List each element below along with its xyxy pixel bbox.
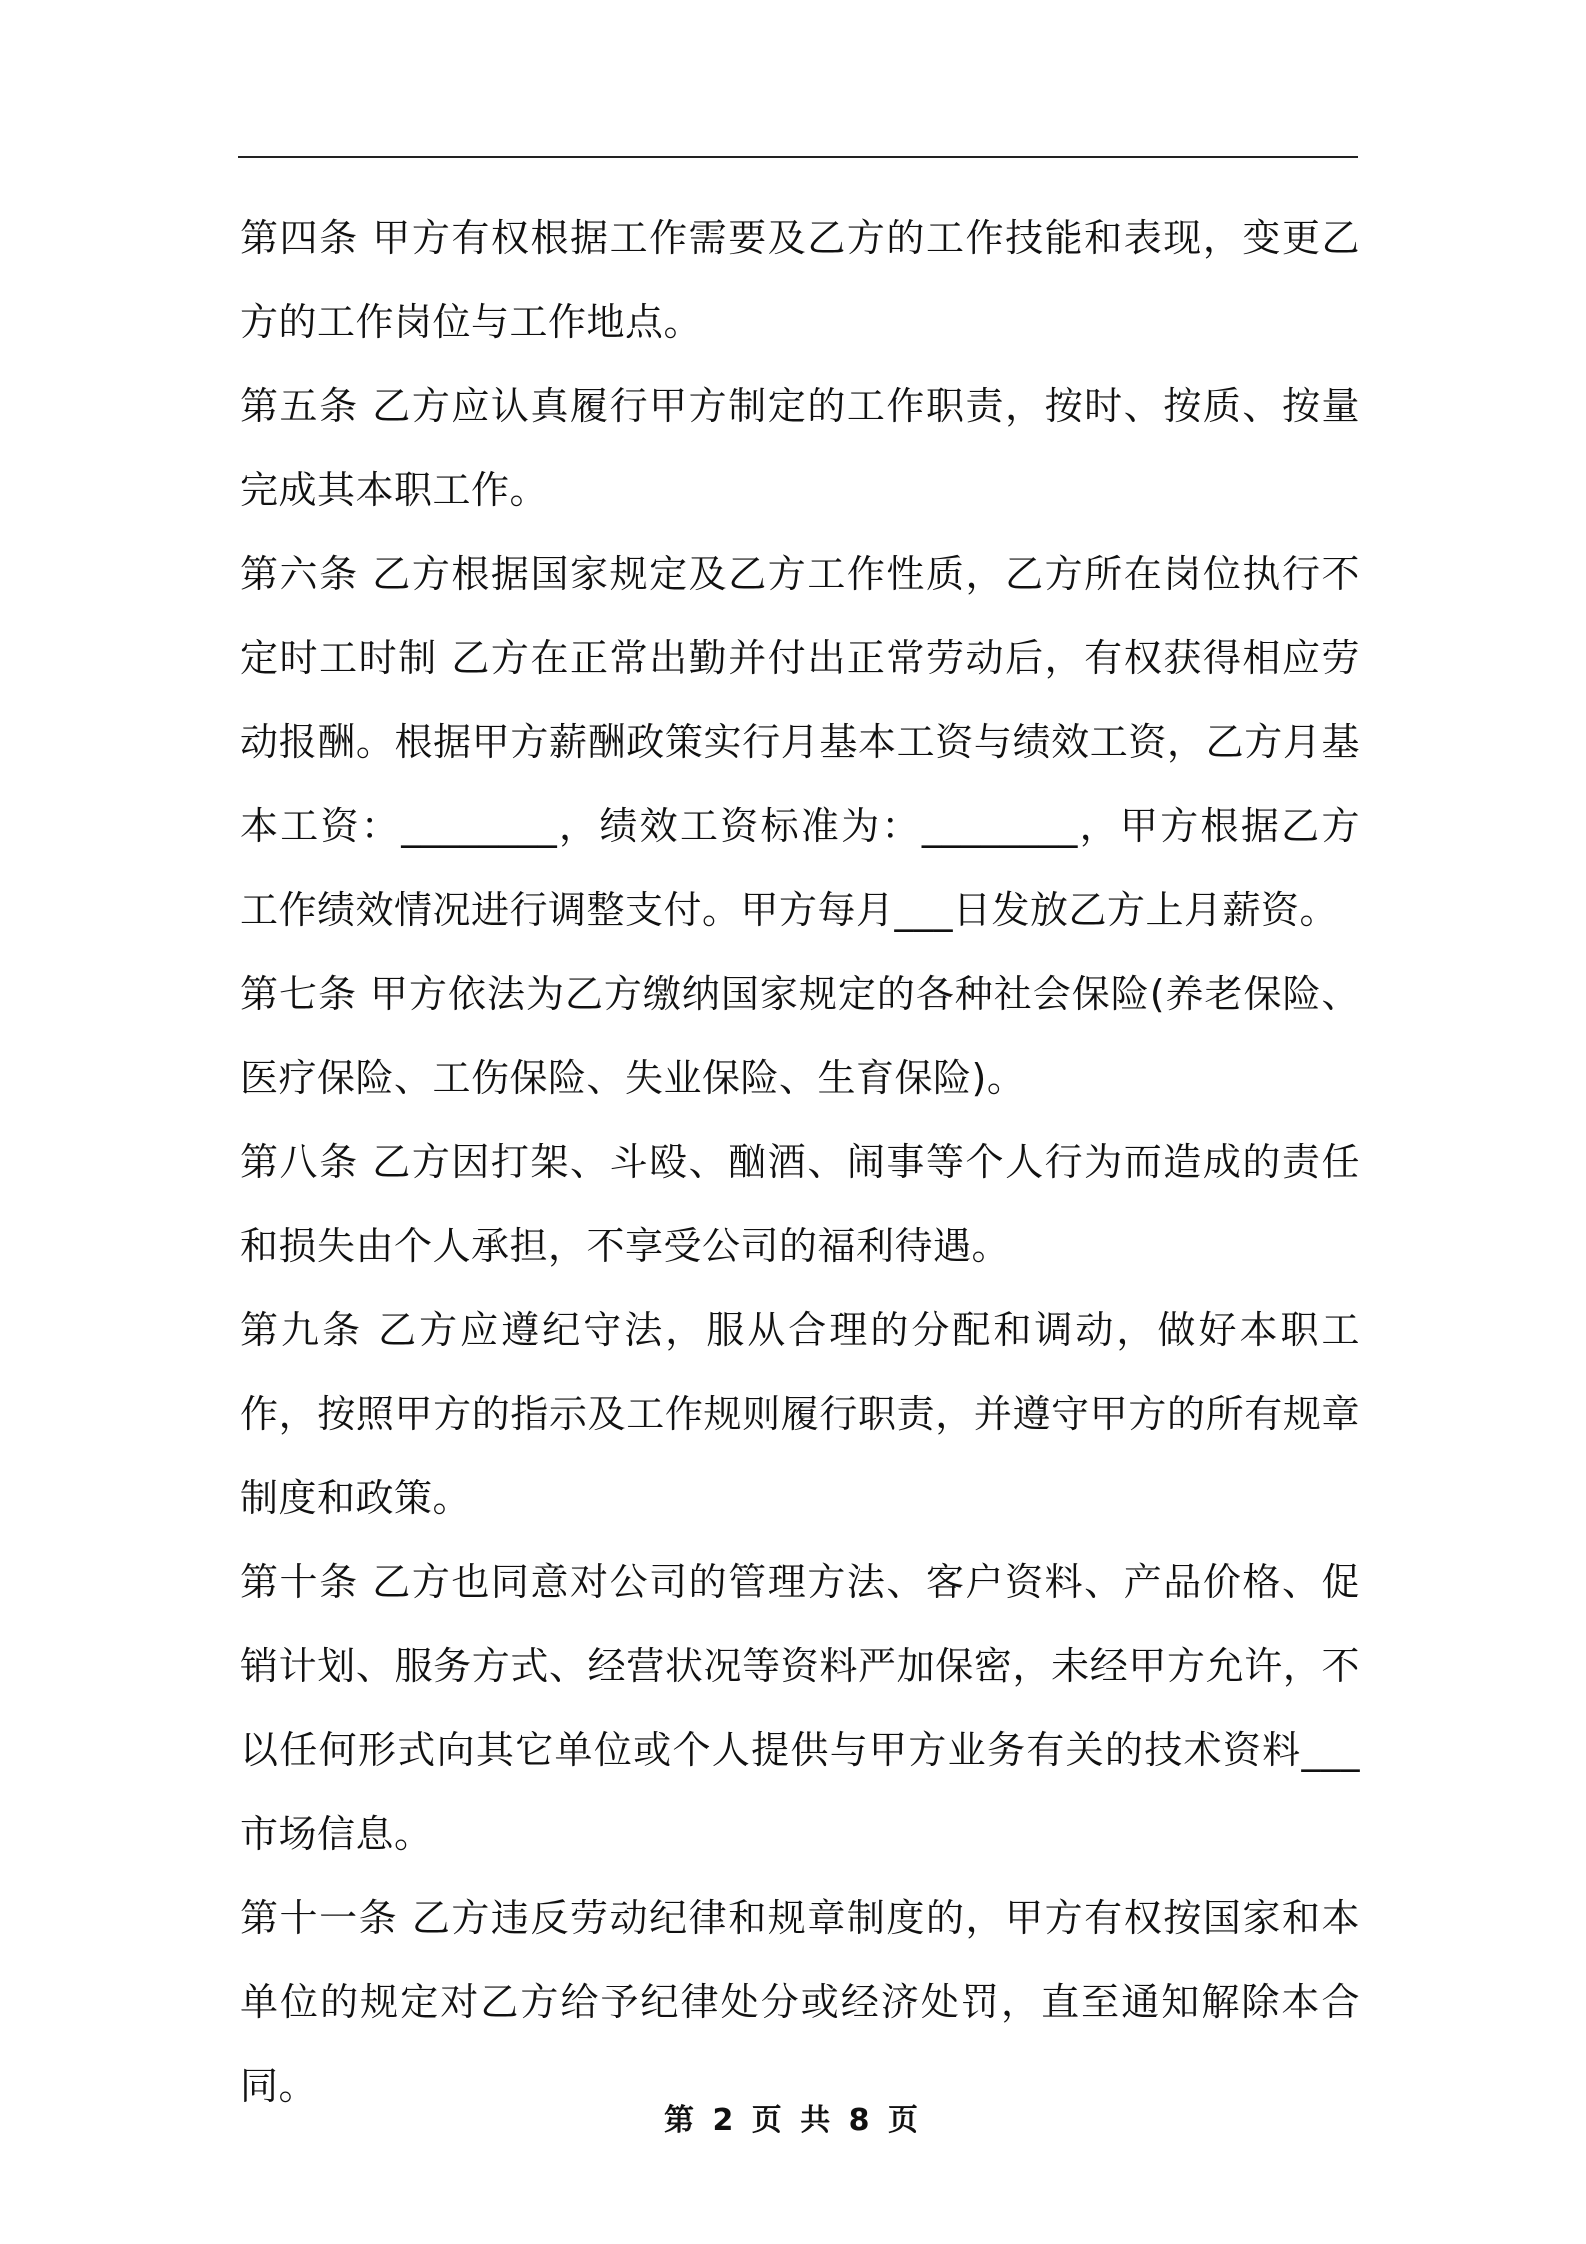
contract-body bbox=[240, 196, 1360, 2128]
article-10: 第十条 乙方也同意对公司的管理方法、客户资料、产品价格、促销计划、服务方式、经营状况等资料严加保密，未经甲方允许，不以任何形式向其它单位或个人提供与甲方业务有关的技术资料___市场信息。 bbox=[240, 1560, 1360, 1856]
article-6: 第六条 乙方根据国家规定及乙方工作性质，乙方所在岗位执行不定时工时制 乙方在正常出勤并付出正常劳动后，有权获得相应劳动报酬。根据甲方薪酬政策实行月基本工资与绩效工资，乙方月基本工资：________，绩效工资标准为：________，甲方根据乙方工作绩效情况进行调整支付。甲方每月___日发放乙方上月薪资。 bbox=[240, 552, 1360, 932]
page-number-footer: 第 2 页 共 8 页 bbox=[664, 2103, 922, 2138]
article-11: 第十一条 乙方违反劳动纪律和规章制度的，甲方有权按国家和本单位的规定对乙方给予纪律处分或经济处罚，直至通知解除本合同。 bbox=[240, 1896, 1360, 2108]
article-5: 第五条 乙方应认真履行甲方制定的工作职责，按时、按质、按量完成其本职工作。 bbox=[240, 384, 1360, 512]
article-4: 第四条 甲方有权根据工作需要及乙方的工作技能和表现，变更乙方的工作岗位与工作地点。 bbox=[240, 216, 1360, 344]
article-8: 第八条 乙方因打架、斗殴、酗酒、闹事等个人行为而造成的责任和损失由个人承担，不享受公司的福利待遇。 bbox=[240, 1140, 1360, 1268]
article-9: 第九条 乙方应遵纪守法，服从合理的分配和调动，做好本职工作，按照甲方的指示及工作规则履行职责，并遵守甲方的所有规章制度和政策。 bbox=[240, 1308, 1360, 1520]
header-rule bbox=[238, 156, 1358, 158]
article-7: 第七条 甲方依法为乙方缴纳国家规定的各种社会保险(养老保险、医疗保险、工伤保险、失业保险、生育保险)。 bbox=[240, 972, 1360, 1100]
